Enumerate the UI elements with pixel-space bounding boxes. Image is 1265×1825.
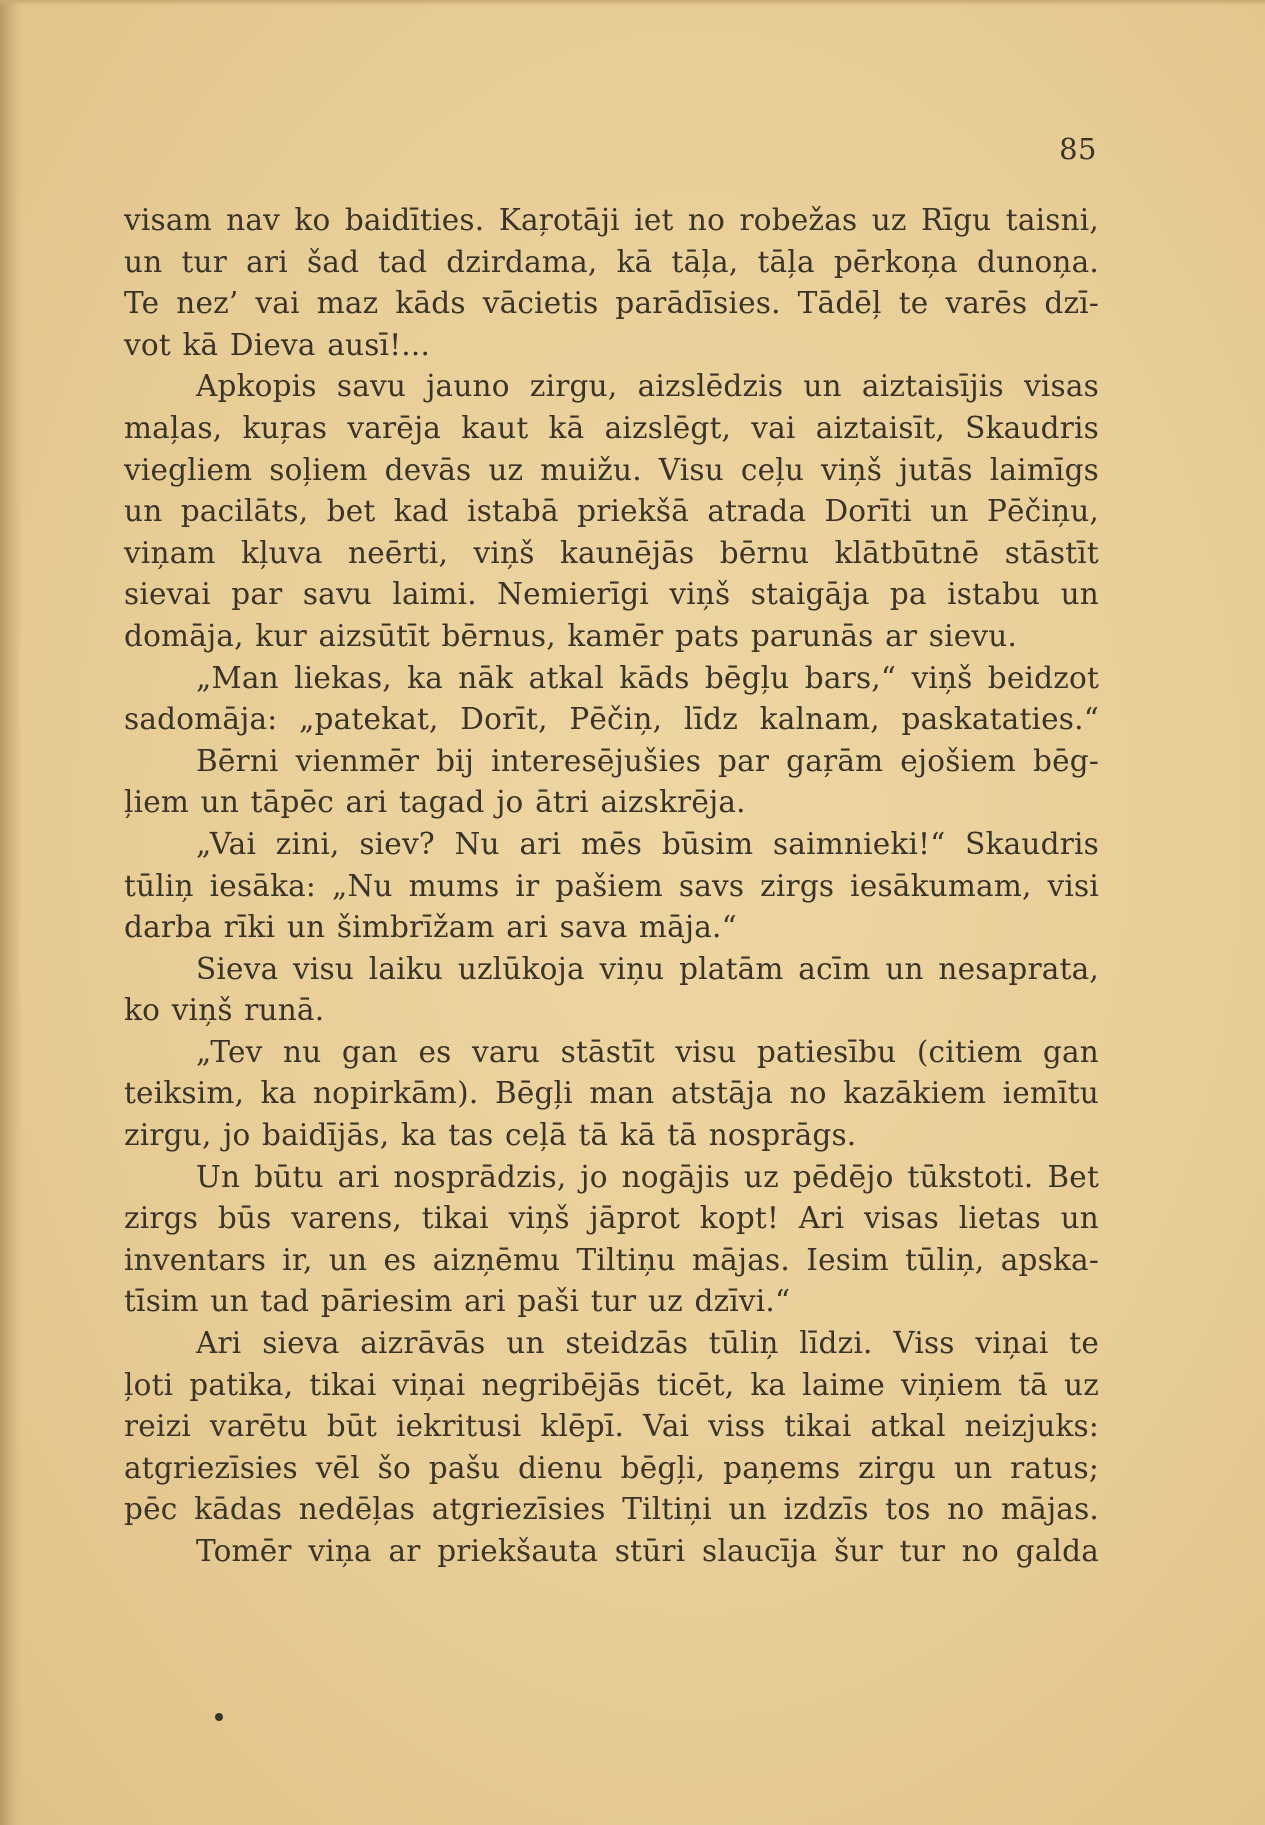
text-line: ļoti patika, tikai viņai negribējās ticēt, ka laime viņiem tā uz bbox=[124, 1367, 1099, 1402]
text-line: inventars ir, un es aizņēmu Tiltiņu mājas. Iesim tūliņ, apska- bbox=[124, 1242, 1099, 1277]
text-line: Un būtu ari nosprādzis, jo nogājis uz pēdējo tūkstoti. Bet bbox=[196, 1159, 1099, 1194]
text-line: „Tev nu gan es varu stāstīt visu patiesību (citiem gan bbox=[196, 1034, 1099, 1069]
text-line: Sieva visu laiku uzlūkoja viņu platām acīm un nesaprata, bbox=[196, 951, 1099, 986]
page-spine-shadow bbox=[0, 0, 22, 1825]
text-line: ko viņš runā. bbox=[124, 993, 325, 1028]
text-line: tīsim un tad pāriesim ari paši tur uz dzīvi.“ bbox=[124, 1284, 791, 1319]
text-line: un pacilāts, bet kad istabā priekšā atrada Dorīti un Pēčiņu, bbox=[124, 494, 1099, 529]
text-line: „Man liekas, ka nāk atkal kāds bēgļu bars,“ viņš beidzot bbox=[196, 660, 1099, 695]
text-line: zirgs būs varens, tikai viņš jāprot kopt! Ari visas lietas un bbox=[124, 1201, 1099, 1236]
text-line: Apkopis savu jauno zirgu, aizslēdzis un aiztaisījis visas bbox=[196, 369, 1099, 404]
text-line: darba rīki un šimbrīžam ari sava māja.“ bbox=[124, 910, 737, 945]
text-line: viņam kļuva neērti, viņš kaunējās bērnu klātbūtnē stāstīt bbox=[124, 535, 1099, 570]
text-line: viegliem soļiem devās uz muižu. Visu ceļu viņš jutās laimīgs bbox=[124, 452, 1099, 487]
text-line: vot kā Dieva ausī!... bbox=[124, 327, 431, 362]
text-line: sievai par savu laimi. Nemierīgi viņš staigāja pa istabu un bbox=[124, 577, 1099, 612]
text-line: reizi varētu būt iekritusi klēpī. Vai viss tikai atkal neizjuks: bbox=[124, 1409, 1099, 1444]
text-line: Te nez’ vai maz kāds vācietis parādīsies. Tādēļ te varēs dzī- bbox=[124, 286, 1099, 321]
ink-speck bbox=[215, 1713, 223, 1721]
text-line: visam nav ko baidīties. Kaŗotāji iet no robežas uz Rīgu taisni, bbox=[124, 203, 1099, 237]
text-line: Tomēr viņa ar priekšauta stūri slaucīja šur tur no galda bbox=[196, 1534, 1099, 1568]
body-text bbox=[124, 200, 1099, 1573]
text-line: „Vai zini, siev? Nu ari mēs būsim saimnieki!“ Skaudris bbox=[196, 826, 1099, 861]
text-line: atgriezīsies vēl šo pašu dienu bēgļi, paņems zirgu un ratus; bbox=[124, 1450, 1099, 1485]
text-line: Ari sieva aizrāvās un steidzās tūliņ līdzi. Viss viņai te bbox=[196, 1326, 1099, 1361]
page-top-edge bbox=[0, 0, 1265, 6]
text-line: tūliņ iesāka: „Nu mums ir pašiem savs zirgs iesākumam, visi bbox=[124, 868, 1099, 903]
text-line: sadomāja: „patekat, Dorīt, Pēčiņ, līdz kalnam, paskataties.“ bbox=[124, 702, 1099, 737]
text-line: pēc kādas nedēļas atgriezīsies Tiltiņi un izdzīs tos no mājas. bbox=[124, 1492, 1099, 1527]
text-line: maļas, kuŗas varēja kaut kā aizslēgt, vai aiztaisīt, Skaudris bbox=[124, 410, 1099, 445]
text-line: ļiem un tāpēc ari tagad jo ātri aizskrēja. bbox=[124, 785, 746, 820]
page-number: 85 bbox=[1059, 132, 1097, 166]
text-line: teiksim, ka nopirkām). Bēgļi man atstāja no kazākiem iemītu bbox=[124, 1076, 1099, 1111]
text-line: Bērni vienmēr bij interesējušies par gaŗām ejošiem bēg- bbox=[196, 743, 1099, 778]
text-line: zirgu, jo baidījās, ka tas ceļā tā kā tā nosprāgs. bbox=[124, 1118, 857, 1153]
text-line: un tur ari šad tad dzirdama, kā tāļa, tāļa pērkoņa dunoņa. bbox=[124, 244, 1099, 279]
text-line: domāja, kur aizsūtīt bērnus, kamēr pats parunās ar sievu. bbox=[124, 618, 1018, 653]
